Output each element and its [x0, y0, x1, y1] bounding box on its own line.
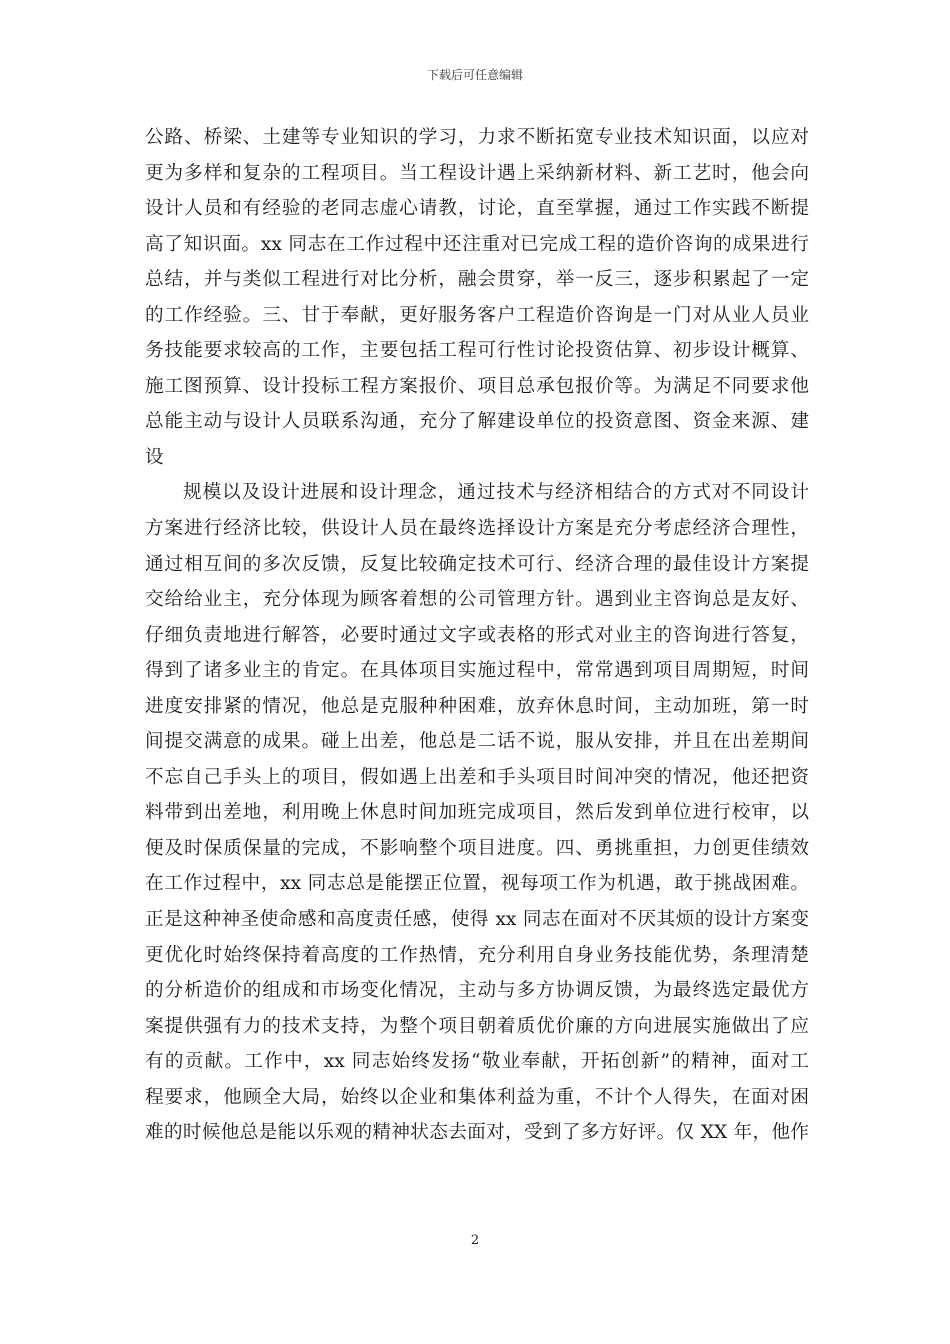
text-line: 便及时保质保量的完成，不影响整个项目进度。四、勇挑重担，力创更佳绩效 — [145, 837, 809, 859]
text-line: 设计人员和有经验的老同志虚心请教，讨论，直至掌握，通过工作实践不断提 — [145, 198, 809, 220]
text-line: 交给给业主，充分体现为顾客着想的公司管理方针。遇到业主咨询总是友好、 — [145, 589, 809, 611]
text-line: 总结，并与类似工程进行对比分析，融会贯穿，举一反三，逐步积累起了一定 — [145, 269, 809, 291]
text-line: 规模以及设计进展和设计理念，通过技术与经济相结合的方式对不同设计 — [183, 482, 809, 504]
text-line: 通过相互间的多次反馈，反复比较确定技术可行、经济合理的最佳设计方案提 — [145, 553, 809, 575]
text-line: 进度安排紧的情况，他总是克服种种困难，放弃休息时间，主动加班，第一时 — [145, 695, 809, 717]
text-line: 案提供强有力的技术支持，为整个项目朝着质优价廉的方向进展实施做出了应 — [145, 1015, 809, 1037]
text-line: 有的贡献。工作中，xx 同志始终发扬“敬业奉献，开拓创新”的精神，面对工 — [145, 1051, 809, 1073]
text-line: 高了知识面。xx 同志在工作过程中还注重对已完成工程的造价咨询的成果进行 — [145, 233, 809, 255]
text-line: 的分析造价的组成和市场变化情况，主动与多方协调反馈，为最终选定最优方 — [145, 980, 809, 1002]
text-line: 公路、桥梁、土建等专业知识的学习，力求不断拓宽专业技术知识面，以应对 — [145, 127, 809, 148]
text-line: 方案进行经济比较，供设计人员在最终选择设计方案是充分考虑经济合理性， — [145, 518, 809, 540]
text-line: 施工图预算、设计投标工程方案报价、项目总承包报价等。为满足不同要求他 — [145, 375, 809, 397]
text-line: 不忘自己手头上的项目，假如遇上出差和手头项目时间冲突的情况，他还把资 — [145, 766, 809, 788]
text-line: 间提交满意的成果。碰上出差，他总是二话不说，服从安排，并且在出差期间 — [145, 731, 809, 753]
text-line: 程要求，他顾全大局，始终以企业和集体利益为重，不计个人得失，在面对困 — [145, 1086, 809, 1108]
text-line: 料带到出差地，利用晚上休息时间加班完成项目，然后发到单位进行校审，以 — [145, 802, 809, 824]
text-line: 务技能要求较高的工作，主要包括工程可行性讨论投资估算、初步设计概算、 — [145, 340, 809, 362]
paragraph-2 — [145, 475, 809, 1150]
text-line: 仔细负责地进行解答，必要时通过文字或表格的形式对业主的咨询进行答复， — [145, 624, 809, 646]
text-line: 难的时候他总是能以乐观的精神状态去面对，受到了多方好评。仅 XX 年，他作 — [145, 1122, 809, 1144]
text-line: 总能主动与设计人员联系沟通，充分了解建设单位的投资意图、资金来源、建 — [145, 411, 809, 433]
text-line: 在工作过程中，xx 同志总是能摆正位置，视每项工作为机遇，敢于挑战困难。 — [145, 873, 809, 895]
text-line: 正是这种神圣使命感和高度责任感，使得 xx 同志在面对不厌其烦的设计方案变 — [145, 909, 809, 931]
page-number: 2 — [470, 1233, 480, 1248]
text-line: 设 — [145, 446, 164, 468]
paragraph-1 — [145, 120, 809, 475]
text-line: 的工作经验。三、甘于奉献，更好服务客户工程造价咨询是一门对从业人员业 — [145, 304, 809, 326]
text-line: 更优化时始终保持着高度的工作热情，充分利用自身业务技能优势，条理清楚 — [145, 944, 809, 966]
text-line: 更为多样和复杂的工程项目。当工程设计遇上采纳新材料、新工艺时，他会向 — [145, 162, 809, 184]
body-text — [145, 120, 809, 1151]
text-line: 得到了诸多业主的肯定。在具体项目实施过程中，常常遇到项目周期短，时间 — [145, 660, 809, 682]
page-header: 下载后可任意编辑 — [426, 68, 523, 82]
